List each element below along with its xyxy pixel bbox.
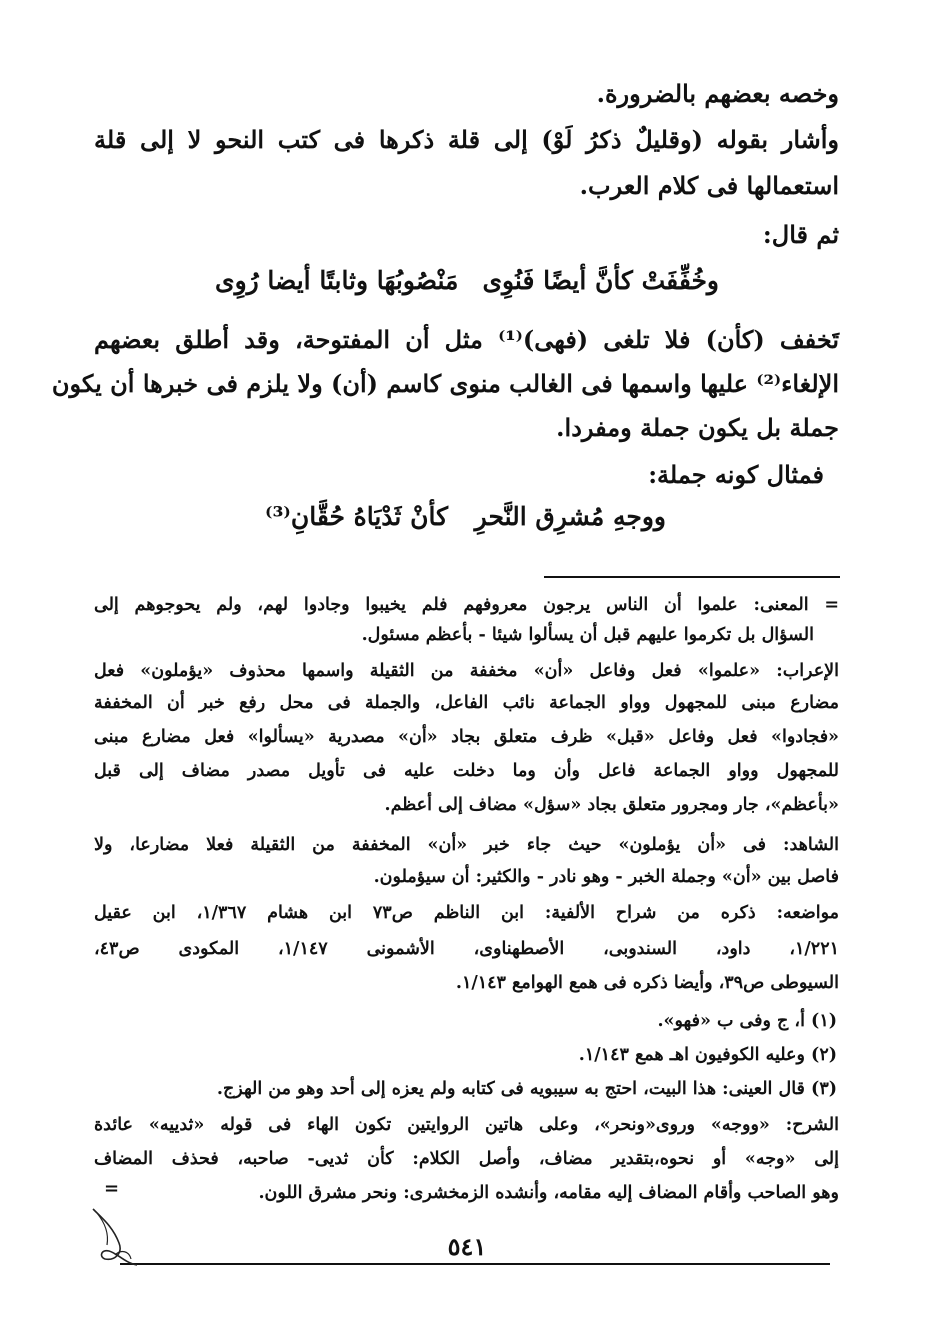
verse1-hemistich-left: مَنْصُوبُهَا وثابتًا أيضا رُوِى — [215, 266, 459, 295]
footnote-separator — [544, 576, 840, 578]
footnote-line-5: «فجادوا» فعل وفاعل «قبل» ظرف متعلق بجاد «أن» مصدرية «يسألوا» فعل مضارع مبنى — [94, 727, 839, 747]
verse2-hemistich-left: كأنْ ثَدْيَاهُ حُقَّانِ⁽³⁾ — [265, 502, 448, 531]
para2-line-4: فمثال كونه جملة: — [648, 460, 824, 489]
verse1-hemistich-right: وخُفِّفَتْ كأنَّ أيضًا فَنُوِى — [482, 266, 719, 295]
footnote-line-12: السيوطى ص٣٩، وأيضا ذكره فى همع الهوامع ١/١٤٣. — [455, 973, 839, 993]
para2-line-1: تَخفف (كأن) فلا تلغى (فهى)⁽¹⁾ مثل أن المفتوحة، وقد أطلق بعضهم — [94, 325, 839, 354]
footnote-line-4: مضارع مبنى للمجهول وواو الجماعة نائب الفاعل، والجملة فى محل رفع خبر أن المخففة — [94, 693, 839, 713]
main-line-2: وأشار بقوله (وقليلٌ ذكرُ لَوْ) إلى قلة ذكرها فى كتب النحو لا إلى قلة — [94, 125, 839, 154]
page-bottom-rule — [120, 1263, 830, 1265]
footnote-line-7: «بأعظم»، جار ومجرور متعلق بجاد «سؤل» مضاف إلى أعظم. — [384, 795, 839, 815]
para2-line-2: الإلغاء⁽²⁾ عليها واسمها فى الغالب منوى كاسم (أن) ولا يلزم فى خبرها أن يكون — [51, 369, 839, 398]
footnote-line-9: فاصل بين «أن» وجملة الخبر - وهو نادر - والكثير: أن سيؤملون. — [373, 867, 839, 887]
footnote-line-10: مواضعه: ذكره من شراح الألفية: ابن الناظم ص٧٣ ابن هشام ١/٣٦٧، ابن عقيل — [94, 903, 839, 923]
footnote-line-17: إلى «وجه» أو نحوه،بتقدير مضاف، وأصل الكلام: كأن ثديى- صاحبه، فحذف المضاف — [94, 1149, 839, 1169]
continuation-mark: = — [104, 1178, 120, 1199]
main-line-3: استعمالها فى كلام العرب. — [579, 171, 839, 200]
footnote-line-2: السؤال بل تكرموا عليهم قبل أن يسألوا شيئا - بأعظم مسئول. — [361, 625, 814, 645]
footnote-line-16: الشرح: «ووجه» وروى«ونحر»، وعلى هاتين الروايتين تكون الهاء فى قوله «ثدييه» عائدة — [94, 1115, 839, 1135]
page-number: ٥٤١ — [447, 1232, 487, 1261]
footnote-line-14: (٢) وعليه الكوفيون اهـ همع ١/١٤٣. — [578, 1045, 837, 1065]
para2-line-3: جملة بل يكون جملة ومفردا. — [556, 413, 839, 442]
footnote-line-18: وهو الصاحب وأقام المضاف إليه مقامه، وأنشده الزمخشرى: ونحر مشرق اللون. — [258, 1183, 839, 1203]
footnote-line-3: الإعراب: «علموا» فعل وفاعل «أن» مخففة من الثقيلة واسمها محذوف «يؤملون» فعل — [94, 661, 839, 681]
footnote-line-8: الشاهد: فى «أن يؤملون» حيث جاء خبر «أن» المخففة من الثقيلة فعلا مضارعا، ولا — [94, 835, 839, 855]
hand-scribble-icon — [85, 1205, 145, 1275]
main-line-4: ثم قال: — [762, 220, 839, 249]
main-line-1: وخصه بعضهم بالضرورة. — [596, 79, 839, 108]
footnote-line-15: (٣) قال العينى: هذا البيت، احتج به سيبويه فى كتابه ولم يعزه إلى أحد وهو من الهزج. — [216, 1079, 837, 1099]
verse2-hemistich-right: ووجهِ مُشرِق النَّحرِ — [474, 502, 666, 531]
footnote-line-6: للمجهول وواو الجماعة فاعل وأن وما دخلت عليه فى تأويل مصدر مضاف إلى قبل — [94, 761, 839, 781]
footnote-line-11: ١/٢٢١، داود، السندوبى، الأصطهناوى، الأشمونى ١/١٤٧، المكودى ص٤٣، — [94, 939, 840, 959]
footnote-line-13: (١) أ، ج وفى ب «فهو». — [657, 1011, 837, 1031]
footnote-line-1: = المعنى: علموا أن الناس يرجون معروفهم فلم يخيبوا وجادوا لهم، ولم يحوجوهم إلى — [94, 595, 839, 615]
